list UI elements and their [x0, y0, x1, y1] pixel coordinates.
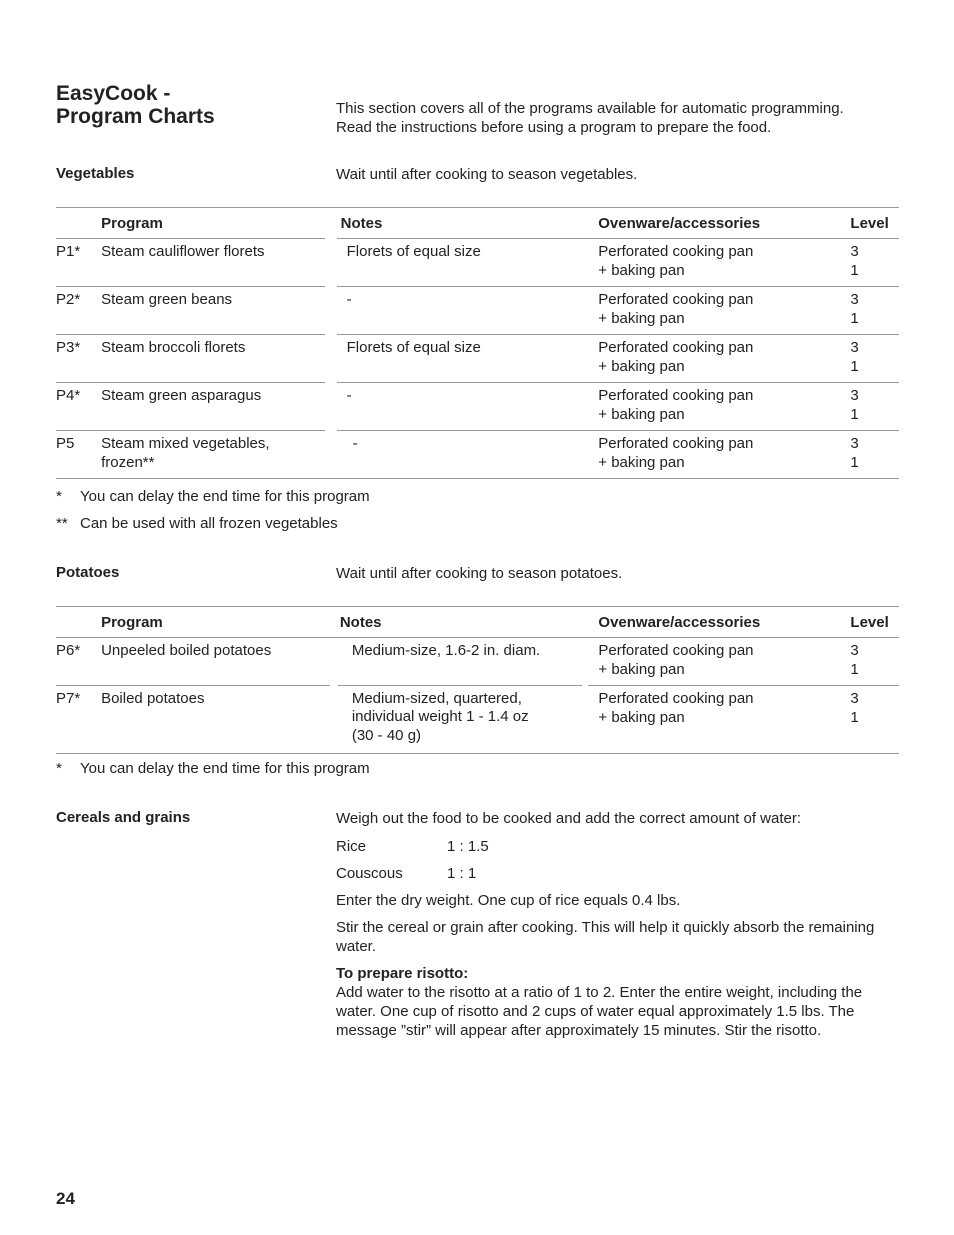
footnote-mark: * [56, 488, 62, 505]
level-line-2: 1 [850, 708, 859, 726]
program-name-line-2: frozen** [101, 453, 155, 471]
program-name [101, 287, 331, 335]
level-line-1: 3 [850, 387, 859, 404]
level-line-2: 1 [850, 405, 859, 423]
notes-cell: Florets of equal size [331, 335, 589, 383]
program-name [101, 431, 331, 479]
footnote-text: You can delay the end time for this program [80, 760, 370, 777]
notes-cell: Medium-size, 1.6-2 in. diam. [351, 642, 541, 659]
level-cell [850, 686, 899, 754]
risotto-heading: To prepare risotto: [336, 965, 469, 982]
program-code: P5 [56, 435, 75, 452]
program-name: Boiled potatoes [101, 690, 205, 707]
table-row [56, 335, 899, 383]
table-row [56, 686, 899, 754]
ratio-value: 1 : 1 [447, 865, 477, 882]
header-level: Level [850, 613, 889, 631]
level-cell [850, 431, 899, 479]
table-row [56, 239, 899, 287]
ovenware-line-1: Perforated cooking pan [598, 435, 754, 452]
ovenware-cell [588, 287, 850, 335]
level-line-1: 3 [850, 339, 859, 356]
notes-cell: - [352, 435, 358, 452]
table-row [56, 287, 899, 335]
ovenware-line-1: Perforated cooking pan [598, 387, 754, 404]
level-line-2: 1 [850, 453, 859, 471]
page-number: 24 [56, 1189, 75, 1208]
risotto-section [336, 964, 896, 1040]
program-name [101, 335, 331, 383]
ovenware-cell [588, 638, 850, 686]
notes-line-1: Medium-sized, quartered, [351, 689, 522, 707]
intro-line-2: Read the instructions before using a program to prepare the food. [336, 119, 772, 136]
header-level: Level [850, 214, 889, 232]
ovenware-line-2: + baking pan [598, 660, 685, 678]
table-header-row [56, 208, 899, 239]
program-code: P6* [56, 638, 101, 686]
program-code: P4* [56, 383, 101, 431]
footnote [56, 487, 370, 506]
notes-line-3: (30 - 40 g) [351, 726, 422, 744]
stir-line-2: water. [336, 938, 377, 955]
ovenware-cell [588, 335, 850, 383]
ratio-value: 1 : 1.5 [447, 838, 489, 855]
table-row [56, 383, 899, 431]
potatoes-heading: Potatoes [56, 564, 120, 581]
stir-line-1: Stir the cereal or grain after cooking. This will help it quickly absorb the remaining [336, 919, 875, 936]
ovenware-cell [588, 431, 850, 479]
cereals-heading: Cereals and grains [56, 809, 191, 826]
ovenware-cell [588, 686, 850, 754]
level-line-1: 3 [850, 435, 859, 452]
ovenware-cell [588, 383, 850, 431]
title-line-2: Program Charts [56, 105, 215, 128]
ratio-label: Rice [336, 838, 367, 855]
ovenware-cell [588, 239, 850, 287]
notes-cell: - [331, 383, 589, 431]
footnote-text: Can be used with all frozen vegetables [80, 515, 338, 532]
intro-line-1: This section covers all of the programs available for automatic programming. [336, 100, 844, 117]
header-program: Program [101, 214, 163, 232]
table-row [56, 638, 899, 686]
notes-cell [330, 686, 589, 754]
level-cell [850, 239, 899, 287]
notes-cell: - [331, 287, 589, 335]
program-code: P1* [56, 239, 101, 287]
level-line-1: 3 [850, 291, 859, 308]
level-cell [850, 638, 899, 686]
vegetables-note: Wait until after cooking to season vegetables. [336, 166, 638, 183]
ratio-label: Couscous [336, 865, 403, 882]
vegetables-table [56, 207, 899, 479]
ovenware-line-2: + baking pan [598, 261, 685, 279]
level-line-1: 3 [850, 690, 859, 707]
program-name-text: Steam cauliflower florets [101, 243, 265, 260]
ratio-row [336, 864, 476, 883]
title-line-1: EasyCook - [56, 82, 171, 105]
level-line-2: 1 [850, 357, 859, 375]
ratio-row [336, 837, 489, 856]
program-name-line-1: Steam mixed vegetables, [101, 435, 270, 452]
footnote-text: You can delay the end time for this program [80, 488, 370, 505]
risotto-line-1: Add water to the risotto at a ratio of 1 to 2. Enter the entire weight, including the [336, 984, 863, 1001]
program-code: P7* [56, 690, 81, 707]
ovenware-line-1: Perforated cooking pan [598, 291, 754, 308]
header-ovenware: Ovenware/accessories [598, 613, 761, 631]
level-cell [850, 287, 899, 335]
notes-divider [338, 685, 582, 686]
footnote-mark: * [56, 760, 62, 777]
footnote-mark: ** [56, 515, 68, 532]
ovenware-line-2: + baking pan [598, 708, 685, 726]
potatoes-table [56, 606, 899, 754]
table-row [56, 431, 899, 479]
intro-text [336, 99, 896, 137]
page-title [56, 82, 215, 128]
ovenware-line-2: + baking pan [598, 309, 685, 327]
level-line-1: 3 [850, 642, 859, 659]
ovenware-line-1: Perforated cooking pan [598, 642, 754, 659]
program-name [101, 239, 331, 287]
ovenware-line-2: + baking pan [598, 405, 685, 423]
program-code: P3* [56, 335, 101, 383]
header-notes: Notes [339, 613, 382, 631]
level-cell [850, 383, 899, 431]
program-name: Unpeeled boiled potatoes [101, 638, 330, 686]
level-line-2: 1 [850, 261, 859, 279]
potatoes-note: Wait until after cooking to season potatoes. [336, 565, 623, 582]
ovenware-line-1: Perforated cooking pan [598, 690, 754, 707]
ovenware-line-1: Perforated cooking pan [598, 243, 754, 260]
program-name [101, 383, 331, 431]
stir-text [336, 918, 896, 956]
header-notes: Notes [340, 214, 383, 232]
level-line-2: 1 [850, 660, 859, 678]
notes-cell: Florets of equal size [331, 239, 589, 287]
footnote [56, 759, 370, 778]
ovenware-line-1: Perforated cooking pan [598, 339, 754, 356]
cereals-intro: Weigh out the food to be cooked and add the correct amount of water: [336, 810, 802, 827]
ovenware-line-2: + baking pan [598, 453, 685, 471]
footnote [56, 514, 338, 533]
header-ovenware: Ovenware/accessories [598, 214, 761, 232]
header-program: Program [101, 613, 163, 631]
program-name-text: Steam green beans [101, 291, 233, 308]
dry-weight-text: Enter the dry weight. One cup of rice equals 0.4 lbs. [336, 892, 681, 909]
level-line-2: 1 [850, 309, 859, 327]
program-name-text: Steam broccoli florets [101, 339, 246, 356]
level-line-1: 3 [850, 243, 859, 260]
risotto-line-2: water. One cup of risotto and 2 cups of water equal approximately 1.5 lbs. The [336, 1003, 855, 1020]
ovenware-line-2: + baking pan [598, 357, 685, 375]
table-header-row [56, 607, 899, 638]
notes-line-2: individual weight 1 - 1.4 oz [351, 708, 529, 725]
vegetables-heading: Vegetables [56, 165, 135, 182]
program-code: P2* [56, 287, 101, 335]
level-cell [850, 335, 899, 383]
program-name-text: Steam green asparagus [101, 387, 262, 404]
risotto-line-3: message ”stir” will appear after approximately 15 minutes. Stir the risotto. [336, 1022, 822, 1039]
